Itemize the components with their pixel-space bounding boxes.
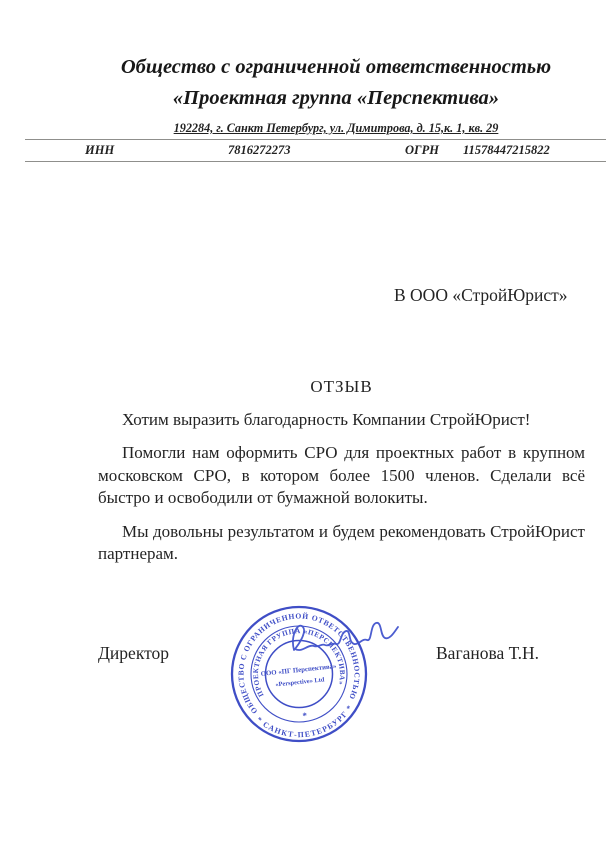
requisites-row bbox=[25, 139, 606, 162]
ogrn-value: 11578447215822 bbox=[463, 143, 550, 157]
ogrn-label: ОГРН bbox=[405, 143, 439, 157]
org-address: 192284, г. Санкт Петербург, ул. Димитрова, д. 15,к. 1, кв. 29 bbox=[173, 121, 499, 135]
inn-value: 7816272273 bbox=[228, 143, 291, 157]
paragraph-3: Мы довольны результатом и будем рекомендовать СтройЮрист партнерам. bbox=[98, 521, 585, 564]
document-title: ОТЗЫВ bbox=[310, 377, 373, 396]
stamp-inner-ring-text: ПРОЕКТНАЯ ГРУППА «ПЕРСПЕКТИВА» bbox=[251, 627, 347, 699]
paragraph-1: Хотим выразить благодарность Компании СтройЮрист! bbox=[122, 410, 531, 429]
stamp-city-text: * САНКТ-ПЕТЕРБУРГ * bbox=[254, 702, 355, 740]
stamp-inner-bottom-star: * bbox=[301, 710, 308, 721]
stamp-center-company: ООО «ПГ Перспектива» bbox=[260, 663, 337, 678]
org-name-line1: Общество с ограниченной ответственностью bbox=[120, 56, 552, 78]
stamp-center-latin: «Perspective» Ltd bbox=[275, 676, 325, 689]
paragraph-2: Помогли нам оформить СРО для проектных работ в крупном московском СРО, в котором более 1500 членов. Сделали всё быстро и освободили от бумажной волокиты. bbox=[98, 443, 585, 508]
letterhead bbox=[60, 52, 612, 136]
letter-body bbox=[98, 377, 585, 576]
signatory-role: Директор bbox=[98, 643, 170, 663]
signature-stroke bbox=[293, 623, 398, 650]
stamp-outer-ring-text: ОБЩЕСТВО С ОГРАНИЧЕННОЙ ОТВЕТСТВЕННОСТЬЮ bbox=[236, 611, 362, 716]
handwritten-signature bbox=[286, 612, 404, 667]
inn-label: ИНН bbox=[85, 143, 115, 157]
signatory-name: Ваганова Т.Н. bbox=[436, 643, 540, 663]
org-name-line2: «Проектная группа «Перспектива» bbox=[172, 87, 500, 109]
recipient-line: В ООО «СтройЮрист» bbox=[394, 285, 568, 305]
